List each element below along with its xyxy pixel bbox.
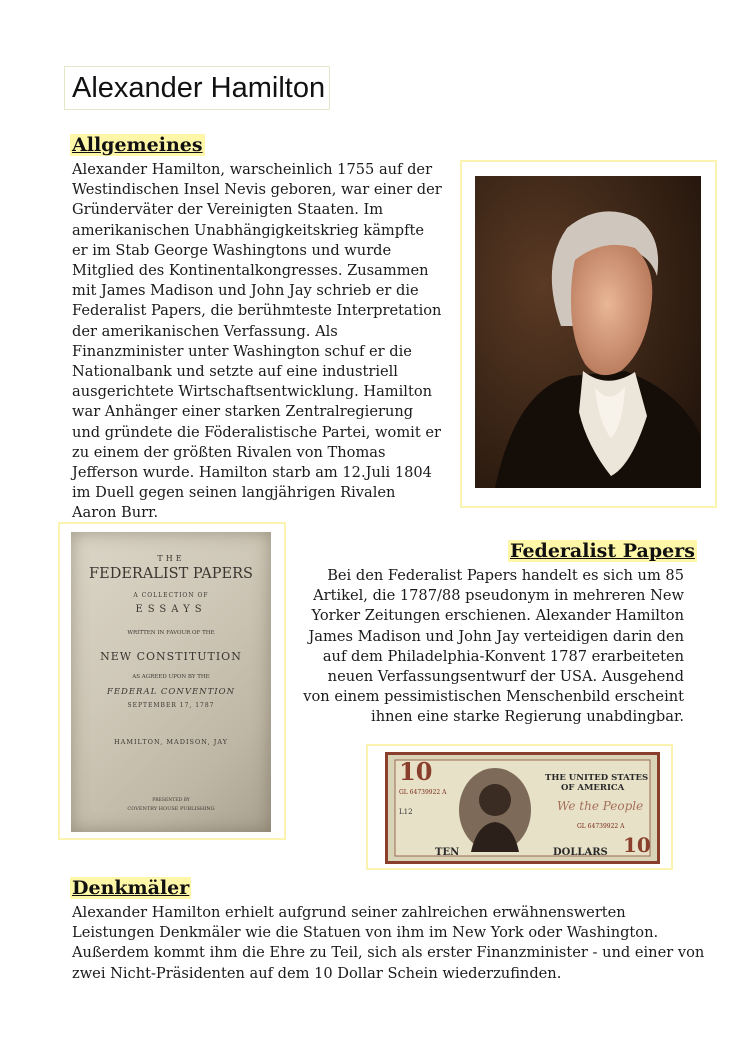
book-written-text: WRITTEN IN FAVOUR OF THE (127, 630, 215, 636)
paragraph-allgemeines: Alexander Hamilton, warscheinlich 1755 auf der Westindischen Insel Nevis geboren, war einer der Gründerväter der Vereinigten Staaten. Im amerikanischen Unabhängigkeitskrieg kämpfte er im Stab George Washingtons und wurde Mitglied des Kontinentalkongresses. Zusammen mit James Madison und John Jay schrieb er die Federalist Papers, die berühmteste Interpretation der amerikanischen Verfassung. Als Finanzminister unter Washington schuf er die Nationalbank und setzte auf eine industriell ausgerichtete Wirtschaftsentwicklung. Hamilton war Anhänger einer starken Zentralregierung und gründete die Föderalistische Partei, womit er zu einem der größten Rivalen von Thomas Jefferson wurde. Hamilton starb am 12.Juli 1804 im Duell gegen seinen langjährigen Rivalen Aaron Burr. (72, 161, 442, 522)
bill-serial-right: GL 64739922 A (577, 823, 625, 830)
heading-allgemeines: Allgemeines (72, 134, 203, 156)
paragraph-denkmaeler: Alexander Hamilton erhielt aufgrund seiner zahlreichen erwähnenswerten Leistungen Denkmäler wie die Statuen von ihm im New York oder Washington. Außerdem kommt ihm die Ehre zu Teil, sich als erster Finanzminister - und einer von zwei Nicht-Präsidenten auf dem 10 Dollar Schein wiederzufinden. (72, 904, 705, 982)
book-title-text: FEDERALIST PAPERS (89, 566, 253, 582)
bill-of-america: OF AMERICA (561, 783, 625, 793)
book-presented-text: PRESENTED BY (152, 798, 190, 803)
bill-ten-word: TEN (435, 847, 460, 858)
federalist-papers-book-cover (71, 532, 271, 832)
book-publisher-text: COVENTRY HOUSE PUBLISHING (127, 806, 215, 812)
book-convention-text: FEDERAL CONVENTION (106, 687, 236, 697)
heading-denkmaeler: Denkmäler (72, 877, 190, 899)
bill-serial-left: GL 64739922 A (399, 789, 447, 796)
book-constitution-text: NEW CONSTITUTION (100, 650, 242, 663)
bill-nation: THE UNITED STATES (545, 773, 649, 783)
bill-plate: L12 (399, 808, 413, 816)
book-essays-text: ESSAYS (135, 604, 207, 615)
book-agreed-text: AS AGREED UPON BY THE (132, 674, 210, 680)
hamilton-portrait-image (475, 176, 701, 488)
book-the-text: THE (157, 554, 185, 563)
book-subtitle-text: A COLLECTION OF (133, 592, 209, 599)
ten-dollar-bill-image (385, 752, 660, 864)
bill-denomination-bottom: 10 (623, 833, 651, 857)
page-title: Alexander Hamilton (72, 72, 326, 104)
heading-federalist-papers: Federalist Papers (510, 540, 695, 562)
bill-denomination-top: 10 (399, 757, 433, 786)
book-authors-text: HAMILTON, MADISON, JAY (113, 738, 229, 746)
bill-dollars-word: DOLLARS (553, 847, 608, 858)
book-date-text: SEPTEMBER 17, 1787 (127, 702, 215, 709)
bill-we-the-people: We the People (557, 799, 644, 813)
paragraph-federalist-papers: Bei den Federalist Papers handelt es sich um 85 Artikel, die 1787/88 pseudonym in mehreren New Yorker Zeitungen erschienen. Alexander Hamilton James Madison und John Jay verteidigen darin den auf dem Philadelphia-Konvent 1787 erarbeiteten neuen Verfassungsentwurf der USA. Ausgehend von einem pessimistischen Menschenbild erscheint ihnen eine starke Regierung unabdingbar. (303, 567, 684, 726)
